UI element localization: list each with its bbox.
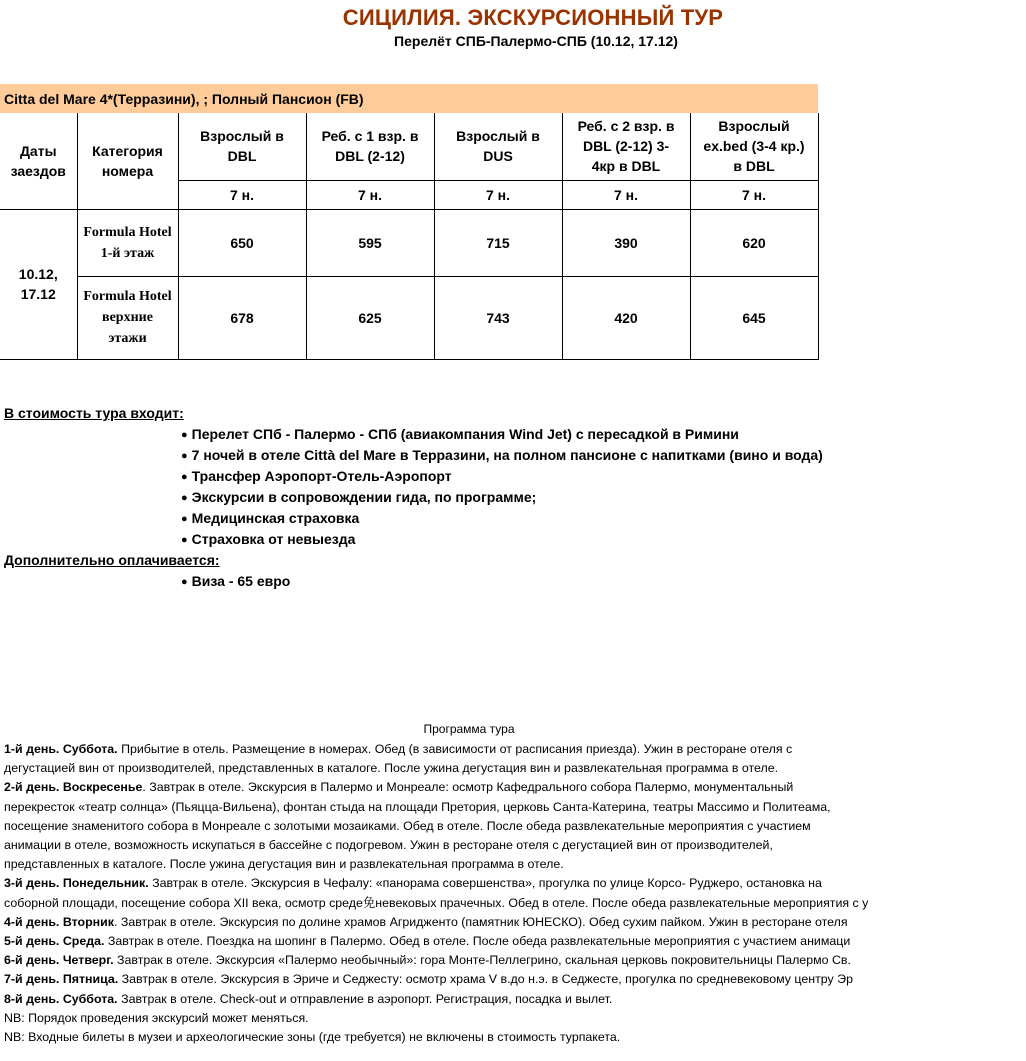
included-item: ● Экскурсии в сопровождении гида, по программе; xyxy=(181,489,537,505)
table-row xyxy=(0,209,818,276)
page-subtitle: Перелёт СПБ-Палермо-СПБ (10.12, 17.12) xyxy=(394,33,678,49)
included-item: ● Медицинская страховка xyxy=(181,510,360,526)
bullet-icon: ● xyxy=(181,492,188,504)
column-header-adult-dus: Взрослый в DUS xyxy=(434,113,562,180)
column-header-adult-dbl: Взрослый в DBL xyxy=(178,113,306,180)
included-label: В стоимость тура входит: xyxy=(4,405,184,421)
hotel-header-bar: Citta del Mare 4*(Терразини), ; Полный Пансион (FB) xyxy=(0,84,818,113)
price-cell: 715 xyxy=(434,209,562,276)
bullet-icon: ● xyxy=(181,450,188,462)
price-cell: 390 xyxy=(562,209,690,276)
program-line: 3-й день. Понедельник. Завтрак в отеле. Экскурсия в Чефалу: «панорама совершенства», прогулка по улице Корсо- Руджеро, остановка на xyxy=(4,876,822,891)
price-cell: 625 xyxy=(306,276,434,359)
program-line: анимации в отеле, возможность искупаться в бассейне с подогревом. Ужин в ресторане отеля с дегустацией вин от производителей, xyxy=(4,838,773,853)
price-cell: 620 xyxy=(690,209,818,276)
table-row xyxy=(0,276,818,359)
bullet-icon: ● xyxy=(181,429,188,441)
nights-label: 7 н. xyxy=(434,180,562,209)
program-line: 5-й день. Среда. Завтрак в отеле. Поездка на шопинг в Палермо. Обед в отеле. После обеда развлекательные мероприятия с участием анимаци xyxy=(4,934,851,949)
bullet-icon: ● xyxy=(181,534,188,546)
room-category: Formula Hotel 1-й этаж xyxy=(77,209,178,276)
program-title: Программа тура xyxy=(423,722,515,736)
column-header-child-1adult-dbl: Реб. с 1 взр. в DBL (2-12) xyxy=(306,113,434,180)
bullet-icon: ● xyxy=(181,513,188,525)
arrival-dates: 10.12, 17.12 xyxy=(0,209,77,359)
price-cell: 420 xyxy=(562,276,690,359)
bullet-icon: ● xyxy=(181,576,188,588)
included-item: ● Перелет СПб - Палермо - СПб (авиакомпания Wind Jet) с пересадкой в Римини xyxy=(181,426,739,442)
program-text xyxy=(4,740,1026,1047)
price-cell: 595 xyxy=(306,209,434,276)
program-line: NB: Входные билеты в музеи и археологические зоны (где требуется) не включены в стоимость турпакета. xyxy=(4,1030,621,1045)
column-header-dates: Даты заездов xyxy=(0,113,77,209)
program-line: 7-й день. Пятница. Завтрак в отеле. Экскурсия в Эриче и Седжесту: осмотр храма V в.до н.э. в Седжесте, прогулка по средневековому центру Эр xyxy=(4,972,853,987)
included-item: ● Страховка от невыезда xyxy=(181,531,356,547)
included-item: ● 7 ночей в отеле Città del Mare в Терразини, на полном пансионе с напитками (вино и вода) xyxy=(181,447,823,463)
room-category: Formula Hotel верхние этажи xyxy=(77,276,178,359)
price-cell: 678 xyxy=(178,276,306,359)
nights-label: 7 н. xyxy=(178,180,306,209)
column-header-child-2adult-dbl: Реб. с 2 взр. в DBL (2-12) 3- 4кр в DBL xyxy=(562,113,690,180)
program-line: посещение знаменитого собора в Монреале с золотыми мозаиками. Обед в отеле. После обеда развлекательные мероприятия с участием xyxy=(4,818,811,833)
program-line: представленных в каталоге. После ужина дегустация вин и развлекательная программа в отеле. xyxy=(4,857,564,872)
column-header-adult-exbed: Взрослый ex.bed (3-4 кр.) в DBL xyxy=(690,113,818,180)
price-table xyxy=(0,113,819,360)
program-line: дегустацией вин от производителей, представленных в каталоге. После ужина дегустация вин и развлекательная программа в отеле. xyxy=(4,761,779,776)
price-cell: 743 xyxy=(434,276,562,359)
program-line: перекресток «театр солнца» (Пьяцца-Вильена), фонтан стыда на площади Претория, церковь Санта-Катерина, театры Массимо и Политеама, xyxy=(4,799,831,814)
program-line: 6-й день. Четверг. Завтрак в отеле. Экскурсия «Палермо необычный»: гора Монте-Пеллегрино, скальная церковь покровительницы Палермо Св. xyxy=(4,953,851,968)
nights-label: 7 н. xyxy=(562,180,690,209)
included-item: ● Трансфер Аэропорт-Отель-Аэропорт xyxy=(181,468,452,484)
program-line: 2-й день. Воскресенье. Завтрак в отеле. Экскурсия в Палермо и Монреале: осмотр Кафедрального собора Палермо, монументальный xyxy=(4,780,794,795)
program-line: 4-й день. Вторник. Завтрак в отеле. Экскурсия по долине храмов Агридженто (памятник ЮНЕСКО). Обед сухим пайком. Ужин в ресторане отеля xyxy=(4,914,848,929)
bullet-icon: ● xyxy=(181,471,188,483)
column-header-category: Категория номера xyxy=(77,113,178,209)
page-title: СИЦИЛИЯ. ЭКСКУРСИОННЫЙ ТУР xyxy=(342,5,724,30)
nights-label: 7 н. xyxy=(306,180,434,209)
program-line: NB: Порядок проведения экскурсий может меняться. xyxy=(4,1010,309,1025)
extra-item: ● Виза - 65 евро xyxy=(181,573,291,589)
program-line: соборной площади, посещение собора XII века, осмотр среде免невековых прачечных. Обед в отеле. После обеда развлекательные мероприятия с у xyxy=(4,895,869,910)
nights-label: 7 н. xyxy=(690,180,818,209)
extra-label: Дополнительно оплачивается: xyxy=(4,552,220,568)
program-line: 1-й день. Суббота. Прибытие в отель. Размещение в номерах. Обед (в зависимости от расписания приезда). Ужин в ресторане отеля с xyxy=(4,742,793,756)
program-line: 8-й день. Суббота. Завтрак в отеле. Check-out и отправление в аэропорт. Регистрация, посадка и вылет. xyxy=(4,991,613,1006)
price-cell: 645 xyxy=(690,276,818,359)
price-cell: 650 xyxy=(178,209,306,276)
